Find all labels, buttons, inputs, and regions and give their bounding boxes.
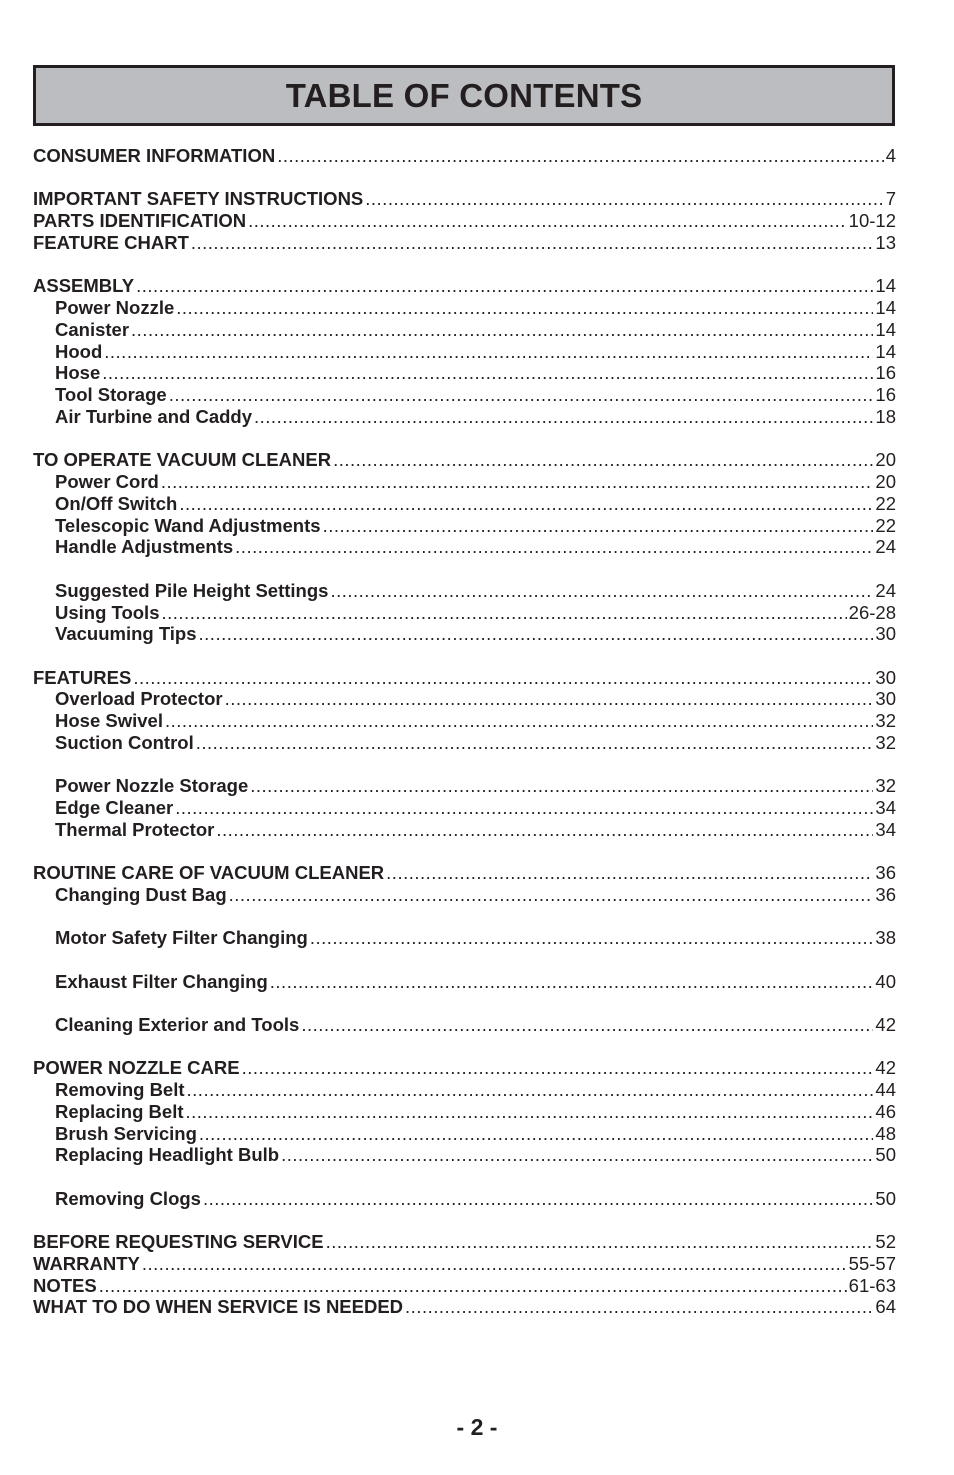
dot-leader [133, 667, 873, 689]
toc-entry-label: ROUTINE CARE OF VACUUM CLEANER [33, 862, 385, 884]
toc-entry-label: Changing Dust Bag [55, 884, 227, 906]
toc-entry-page: 32 [875, 775, 896, 797]
toc-entry-label: PARTS IDENTIFICATION [33, 210, 247, 232]
dot-leader [254, 406, 873, 428]
toc-entry-label: WARRANTY [33, 1252, 140, 1274]
toc-entry-page: 32 [875, 710, 896, 732]
dot-leader [248, 210, 847, 232]
page-title: TABLE OF CONTENTS [285, 76, 643, 114]
dot-leader [326, 1231, 874, 1253]
toc-entry-page: 18 [875, 405, 896, 427]
toc-entry-page: 22 [875, 514, 896, 536]
toc-entry-page: 30 [875, 666, 896, 688]
toc-entry-page: 44 [875, 1079, 896, 1100]
dot-leader [250, 775, 873, 797]
toc-entry-page: 40 [875, 970, 896, 992]
toc-subentry[interactable] [33, 1123, 896, 1145]
toc-entry-label: Hose [55, 362, 101, 384]
toc-entry[interactable] [33, 1057, 896, 1079]
toc-entry-page: 48 [875, 1122, 896, 1144]
dot-leader [196, 732, 874, 754]
toc-entry-label: Replacing Headlight Bulb [55, 1144, 280, 1166]
toc-entry-page: 24 [875, 579, 896, 601]
dot-leader [99, 1275, 847, 1297]
dot-leader [330, 580, 873, 602]
toc-entry-page: 10-12 [848, 210, 896, 232]
toc-entry-page: 24 [875, 536, 896, 558]
dot-leader [142, 1253, 847, 1275]
toc-entry-page: 14 [875, 340, 896, 362]
toc-entry-page: 26-28 [848, 601, 896, 623]
dot-leader [235, 536, 873, 558]
toc-subentry[interactable] [33, 515, 896, 537]
dot-leader [216, 819, 873, 841]
toc-entry-page: 64 [875, 1296, 896, 1318]
dot-leader [161, 471, 874, 493]
dot-leader [225, 688, 874, 710]
toc-subentry[interactable] [33, 319, 896, 341]
toc-entry[interactable] [33, 1253, 896, 1275]
toc-entry-page: 16 [875, 362, 896, 384]
toc-entry-label: NOTES [33, 1274, 97, 1296]
dot-leader [310, 927, 874, 949]
toc-entry-page: 30 [875, 623, 896, 645]
toc-subentry[interactable] [33, 580, 896, 602]
toc-entry-page: 14 [875, 275, 896, 297]
toc-entry-label: IMPORTANT SAFETY INSTRUCTIONS [33, 188, 364, 210]
toc-subentry[interactable] [33, 1188, 896, 1210]
dot-leader [136, 275, 873, 297]
toc-subentry[interactable] [33, 1101, 896, 1123]
toc-entry-page: 52 [875, 1230, 896, 1252]
table-of-contents [33, 145, 896, 1318]
toc-entry-page: 50 [875, 1144, 896, 1166]
toc-entry-page: 30 [875, 688, 896, 710]
toc-subentry[interactable] [33, 1014, 896, 1036]
toc-entry-label: Canister [55, 318, 130, 340]
toc-subentry[interactable] [33, 971, 896, 993]
dot-leader [323, 515, 874, 537]
toc-entry-label: Suggested Pile Height Settings [55, 579, 329, 601]
toc-entry-label: Power Nozzle Storage [55, 775, 249, 797]
toc-spacer [33, 754, 896, 776]
toc-entry-label: Tool Storage [55, 384, 167, 406]
toc-spacer [33, 906, 896, 928]
toc-subentry[interactable] [33, 406, 896, 428]
toc-entry-page: 34 [875, 818, 896, 840]
toc-entry-label: CONSUMER INFORMATION [33, 145, 276, 166]
toc-entry-label: Brush Servicing [55, 1122, 197, 1144]
dot-leader [187, 1079, 874, 1101]
toc-spacer [33, 949, 896, 971]
toc-entry[interactable] [33, 1296, 896, 1318]
toc-entry[interactable] [33, 188, 896, 210]
dot-leader [162, 602, 847, 624]
toc-entry[interactable] [33, 1275, 896, 1297]
toc-entry-page: 50 [875, 1187, 896, 1209]
toc-subentry[interactable] [33, 1079, 896, 1101]
toc-entry[interactable] [33, 449, 896, 471]
toc-entry-label: FEATURES [33, 666, 132, 688]
toc-entry-label: BEFORE REQUESTING SERVICE [33, 1230, 324, 1252]
toc-subentry[interactable] [33, 819, 896, 841]
toc-entry-page: 20 [875, 471, 896, 493]
toc-entry-label: On/Off Switch [55, 492, 178, 514]
toc-entry-page: 42 [875, 1013, 896, 1035]
dot-leader [131, 319, 873, 341]
dot-leader [301, 1014, 873, 1036]
dot-leader [104, 341, 873, 363]
toc-subentry[interactable] [33, 536, 896, 558]
toc-entry-page: 42 [875, 1057, 896, 1079]
dot-leader [179, 493, 873, 515]
toc-entry-page: 14 [875, 296, 896, 318]
toc-subentry[interactable] [33, 384, 896, 406]
dot-leader [165, 710, 873, 732]
toc-entry-page: 14 [875, 318, 896, 340]
dot-leader [270, 971, 874, 993]
dot-leader [191, 232, 874, 254]
toc-entry-label: Overload Protector [55, 688, 223, 710]
toc-entry-page: 46 [875, 1100, 896, 1122]
toc-subentry[interactable] [33, 341, 896, 363]
dot-leader [102, 362, 873, 384]
toc-entry-page: 7 [885, 188, 896, 210]
toc-entry-label: Power Cord [55, 471, 159, 493]
toc-spacer [33, 254, 896, 276]
toc-subentry[interactable] [33, 688, 896, 710]
toc-entry[interactable] [33, 210, 896, 232]
toc-entry-label: FEATURE CHART [33, 231, 189, 253]
toc-entry-label: ASSEMBLY [33, 275, 135, 297]
toc-entry-label: WHAT TO DO WHEN SERVICE IS NEEDED [33, 1296, 404, 1318]
toc-entry-label: Vacuuming Tips [55, 623, 197, 645]
toc-spacer [33, 167, 896, 189]
toc-entry-label: Motor Safety Filter Changing [55, 927, 308, 949]
toc-spacer [33, 558, 896, 580]
toc-entry[interactable] [33, 667, 896, 689]
toc-entry-label: Exhaust Filter Changing [55, 970, 268, 992]
page-number: - 2 - [456, 1414, 498, 1440]
dot-leader [199, 1123, 874, 1145]
dot-leader [281, 1144, 873, 1166]
toc-subentry[interactable] [33, 710, 896, 732]
toc-entry-page: 4 [885, 145, 896, 166]
toc-entry[interactable] [33, 232, 896, 254]
toc-subentry[interactable] [33, 362, 896, 384]
toc-entry-label: Replacing Belt [55, 1100, 184, 1122]
dot-leader [333, 449, 873, 471]
toc-entry[interactable] [33, 1231, 896, 1253]
toc-entry[interactable] [33, 275, 896, 297]
toc-entry-label: Edge Cleaner [55, 797, 174, 819]
toc-entry-label: Telescopic Wand Adjustments [55, 514, 321, 536]
toc-subentry[interactable] [33, 1144, 896, 1166]
dot-leader [203, 1188, 873, 1210]
toc-entry-label: POWER NOZZLE CARE [33, 1057, 240, 1079]
toc-subentry[interactable] [33, 602, 896, 624]
toc-subentry[interactable] [33, 732, 896, 754]
toc-entry-label: Suction Control [55, 732, 194, 754]
toc-entry-label: Removing Belt [55, 1079, 185, 1100]
dot-leader [386, 862, 873, 884]
toc-subentry[interactable] [33, 471, 896, 493]
toc-entry-page: 34 [875, 797, 896, 819]
title-box [33, 65, 895, 126]
toc-subentry[interactable] [33, 623, 896, 645]
toc-entry-page: 16 [875, 384, 896, 406]
toc-entry-label: Thermal Protector [55, 818, 215, 840]
toc-entry-label: Using Tools [55, 601, 160, 623]
toc-spacer [33, 1036, 896, 1058]
toc-entry-page: 36 [875, 884, 896, 906]
toc-entry[interactable] [33, 145, 896, 167]
dot-leader [365, 188, 883, 210]
toc-spacer [33, 992, 896, 1014]
dot-leader [242, 1057, 874, 1079]
dot-leader [229, 884, 874, 906]
dot-leader [176, 297, 873, 319]
toc-spacer [33, 841, 896, 863]
toc-entry-page: 55-57 [848, 1252, 896, 1274]
toc-entry-page: 32 [875, 732, 896, 754]
toc-entry-label: Air Turbine and Caddy [55, 405, 253, 427]
toc-spacer [33, 645, 896, 667]
toc-entry-label: Cleaning Exterior and Tools [55, 1013, 300, 1035]
toc-entry-page: 36 [875, 862, 896, 884]
toc-subentry[interactable] [33, 775, 896, 797]
toc-subentry[interactable] [33, 493, 896, 515]
toc-entry[interactable] [33, 862, 896, 884]
toc-subentry[interactable] [33, 927, 896, 949]
toc-entry-page: 61-63 [848, 1274, 896, 1296]
toc-entry-label: TO OPERATE VACUUM CLEANER [33, 449, 332, 471]
toc-subentry[interactable] [33, 797, 896, 819]
dot-leader [199, 623, 874, 645]
toc-entry-label: Power Nozzle [55, 296, 175, 318]
dot-leader [175, 797, 873, 819]
dot-leader [277, 145, 884, 167]
dot-leader [169, 384, 874, 406]
dot-leader [405, 1296, 873, 1318]
toc-entry-page: 20 [875, 449, 896, 471]
toc-entry-label: Handle Adjustments [55, 536, 234, 558]
toc-entry-page: 22 [875, 492, 896, 514]
toc-entry-label: Hood [55, 340, 103, 362]
toc-entry-label: Removing Clogs [55, 1187, 201, 1209]
toc-entry-label: Hose Swivel [55, 710, 163, 732]
toc-entry-page: 13 [875, 231, 896, 253]
toc-entry-page: 38 [875, 927, 896, 949]
toc-subentry[interactable] [33, 884, 896, 906]
toc-spacer [33, 1166, 896, 1188]
toc-spacer [33, 428, 896, 450]
dot-leader [186, 1101, 874, 1123]
toc-subentry[interactable] [33, 297, 896, 319]
toc-spacer [33, 1209, 896, 1231]
